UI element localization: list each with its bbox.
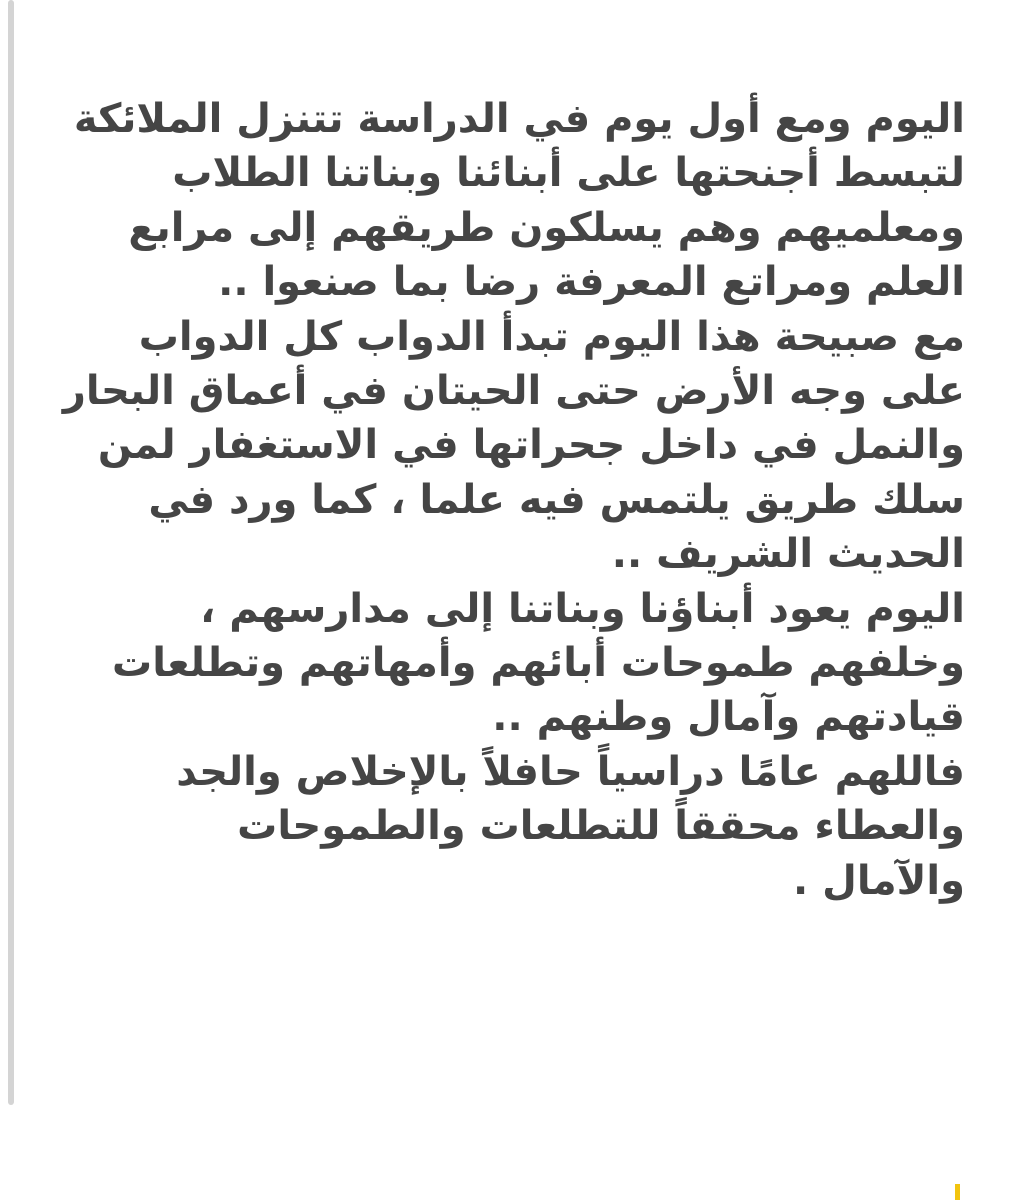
- text-line: الحديث الشريف ..: [611, 531, 965, 578]
- accent-marker: [955, 1184, 960, 1200]
- text-line: ومعلميهم وهم يسلكون طريقهم إلى مرابع: [128, 204, 965, 251]
- scrollbar[interactable]: [8, 0, 14, 1105]
- text-line: فاللهم عامًا دراسياً حافلاً بالإخلاص والجد: [176, 748, 965, 795]
- text-line: مع صبيحة هذا اليوم تبدأ الدواب كل الدواب: [138, 313, 965, 360]
- text-line: العلم ومراتع المعرفة رضا بما صنعوا ..: [218, 259, 965, 306]
- text-line: اليوم يعود أبناؤنا وبناتنا إلى مدارسهم ،: [200, 585, 965, 632]
- text-line: على وجه الأرض حتى الحيتان في أعماق البحار: [62, 368, 965, 415]
- text-line: والعطاء محققاً للتطلعات والطموحات: [237, 803, 965, 850]
- text-line: قيادتهم وآمال وطنهم ..: [492, 694, 965, 741]
- text-line: وخلفهم طموحات أبائهم وأمهاتهم وتطلعات: [112, 640, 965, 687]
- article-text: [62, 92, 965, 908]
- text-line: لتبسط أجنحتها على أبنائنا وبناتنا الطلاب: [172, 150, 965, 197]
- text-line: سلك طريق يلتمس فيه علما ، كما ورد في: [148, 476, 965, 523]
- text-line: اليوم ومع أول يوم في الدراسة تتنزل الملائكة: [73, 96, 965, 142]
- text-line: والآمال .: [793, 857, 965, 904]
- text-line: والنمل في داخل جحراتها في الاستغفار لمن: [97, 422, 965, 469]
